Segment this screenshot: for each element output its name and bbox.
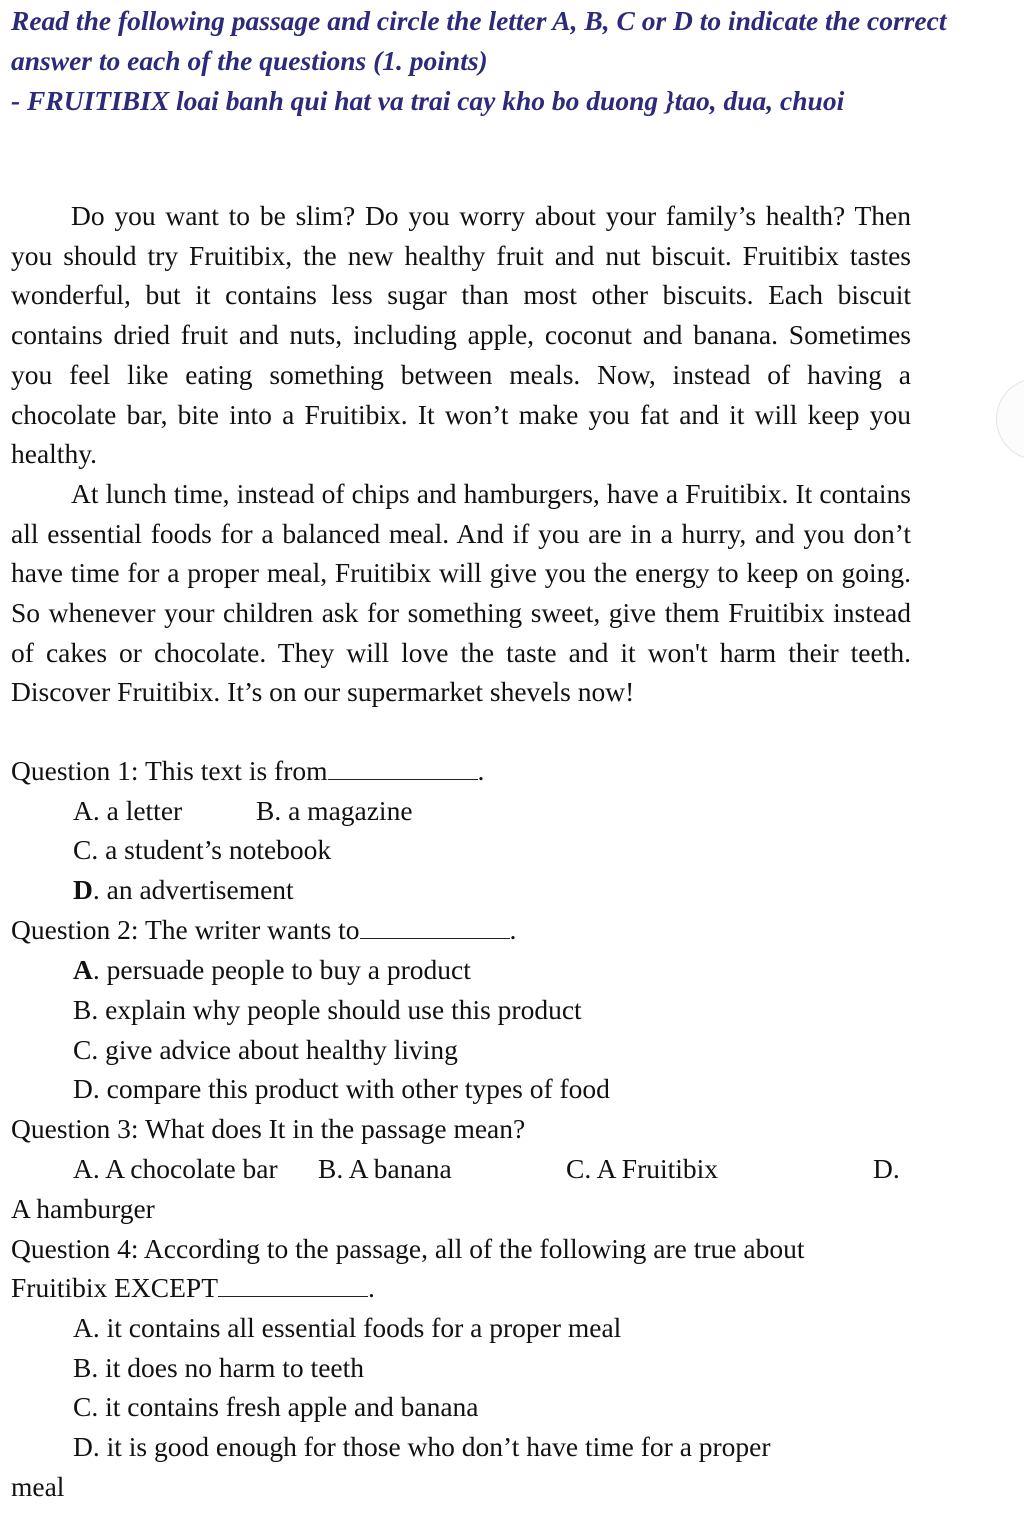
question-3-option-b[interactable]: B. A banana <box>318 1153 452 1184</box>
question-4-option-c[interactable]: C. it contains fresh apple and banana <box>73 1391 479 1422</box>
question-3-option-a[interactable]: A. A chocolate bar <box>73 1153 278 1184</box>
option-text: . an advertisement <box>92 874 294 905</box>
question-4-stem: Question 4: According to the passage, all of the following are true about <box>11 1233 805 1264</box>
question-3-stem: Question 3: What does It in the passage mean? <box>11 1113 526 1144</box>
period: . <box>368 1272 375 1303</box>
question-4-option-d[interactable]: D. it is good enough for those who don’t have time for a proper <box>73 1431 771 1462</box>
question-4-stem-end: Fruitibix EXCEPT <box>11 1272 219 1303</box>
question-1 <box>11 751 484 791</box>
answer-blank <box>218 1272 368 1297</box>
passage-paragraph-1: Do you want to be slim? Do you worry about your family’s health? Then you should try Fruitibix, the new healthy fruit and nut biscuit. Fruitibix tastes wonderful, but it contains less sugar than most other biscuits. Each biscuit contains dried fruit and nuts, including apple, coconut and banana. Sometimes you feel like eating something between meals. Now, instead of having a chocolate bar, bite into a Fruitibix. It won’t make you fat and it will keep you healthy. <box>11 200 911 470</box>
instruction-heading: Read the following passage and circle the letter A, B, C or D to indicate the correct answer to each of the questions (1. points) <box>11 5 947 76</box>
question-4-option-a[interactable]: A. it contains all essential foods for a proper meal <box>73 1312 622 1343</box>
option-letter: D <box>73 874 93 905</box>
question-1-option-a[interactable]: A. a letter <box>73 795 183 826</box>
question-2-option-b[interactable]: B. explain why people should use this product <box>73 994 582 1025</box>
floating-button-edge[interactable] <box>996 378 1024 460</box>
question-3-option-d-letter[interactable]: D. <box>873 1153 900 1184</box>
question-2-option-a[interactable] <box>73 950 471 990</box>
period: . <box>509 914 517 945</box>
passage-paragraph-2: At lunch time, instead of chips and hamburgers, have a Fruitibix. It contains all essential foods for a balanced meal. And if you are in a hurry, and you don’t have time for a proper meal, Fruitibix will give you the energy to keep on going. So whenever your children ask for something sweet, give them Fruitibix instead of cakes or chocolate. They will love the taste and it won't harm their teeth. Discover Fruitibix. It’s on our supermarket shevels now! <box>11 477 911 708</box>
question-1-option-c[interactable]: C. a student’s notebook <box>73 834 332 865</box>
reading-passage <box>11 196 911 712</box>
question-4-option-d-continued[interactable]: meal <box>11 1471 65 1502</box>
question-3-option-c[interactable]: C. A Fruitibix <box>566 1153 719 1184</box>
question-1-stem: Question 1: This text is from <box>11 755 328 786</box>
question-2 <box>11 910 516 950</box>
question-4-stem-continued <box>11 1268 375 1308</box>
option-letter: A <box>73 954 93 985</box>
question-2-stem: Question 2: The writer wants to <box>11 914 360 945</box>
question-4-option-b[interactable]: B. it does no harm to teeth <box>73 1352 364 1383</box>
question-2-option-d[interactable]: D. compare this product with other types of food <box>73 1073 610 1104</box>
question-3-option-d-text[interactable]: A hamburger <box>11 1193 155 1224</box>
vocabulary-note: - FRUITIBIX loai banh qui hat va trai cay kho bo duong }tao, dua, chuoi <box>11 85 845 116</box>
question-1-option-d[interactable] <box>73 870 294 910</box>
question-1-option-b[interactable]: B. a magazine <box>256 795 413 826</box>
answer-blank <box>360 914 510 939</box>
question-2-option-c[interactable]: C. give advice about healthy living <box>73 1034 458 1065</box>
period: . <box>477 755 485 786</box>
option-text: . persuade people to buy a product <box>92 954 471 985</box>
answer-blank <box>328 755 478 780</box>
